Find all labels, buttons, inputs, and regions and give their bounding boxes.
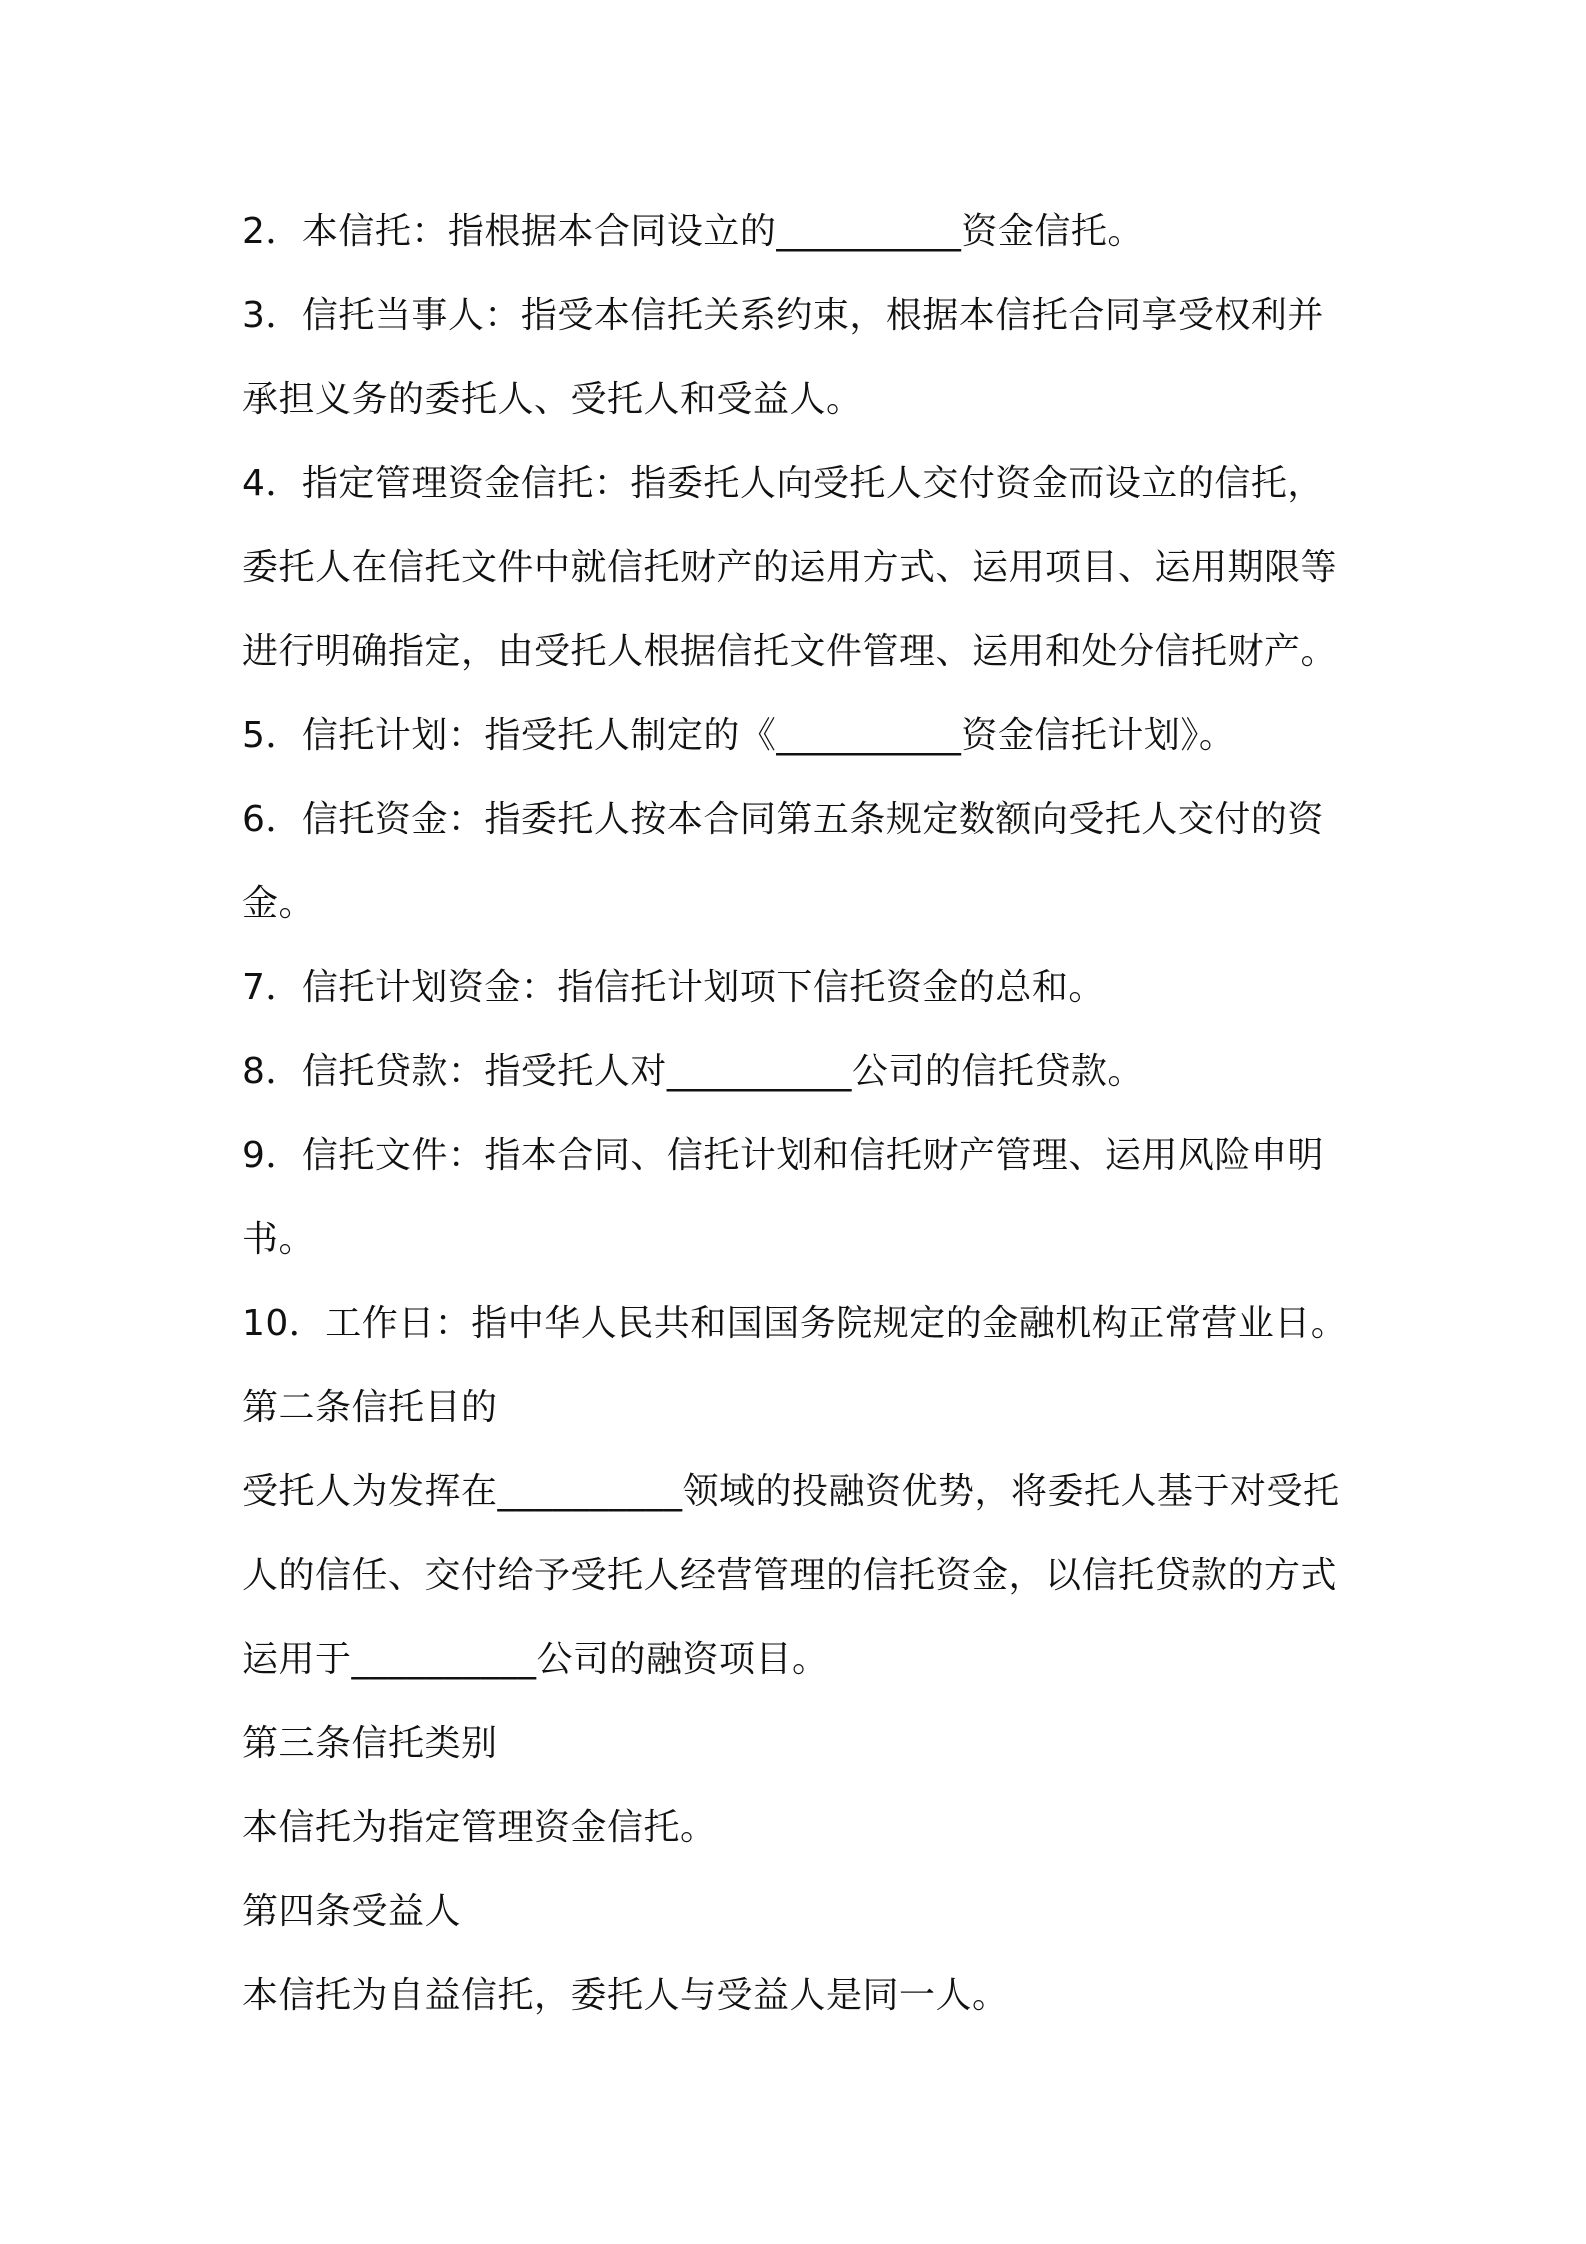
article-3-body: 本信托为指定管理资金信托。 <box>242 1807 717 1848</box>
clause-1-9-definition-trust-documents-line-2: 书。 <box>242 1219 316 1260</box>
clause-1-6-definition-trust-funds-line-2: 金。 <box>242 883 316 924</box>
clause-1-5-definition-trust-plan: 5．信托计划：指受托人制定的《__________资金信托计划》。 <box>242 715 1236 756</box>
article-2-body-line-1: 受托人为发挥在__________领域的投融资优势，将委托人基于对受托 <box>242 1471 1340 1512</box>
clause-1-4-definition-designated-trust-line-3: 进行明确指定，由受托人根据信托文件管理、运用和处分信托财产。 <box>242 631 1338 672</box>
article-3-heading: 第三条信托类别 <box>242 1723 498 1764</box>
article-2-body-line-2: 人的信任、交付给予受托人经营管理的信托资金，以信托贷款的方式 <box>242 1555 1338 1596</box>
clause-1-6-definition-trust-funds-line-1: 6．信托资金：指委托人按本合同第五条规定数额向受托人交付的资 <box>242 799 1324 840</box>
clause-1-4-definition-designated-trust-line-2: 委托人在信托文件中就信托财产的运用方式、运用项目、运用期限等 <box>242 547 1338 588</box>
clause-1-8-definition-trust-loan: 8．信托贷款：指受托人对__________公司的信托贷款。 <box>242 1051 1144 1092</box>
clause-1-3-definition-parties-line-1: 3．信托当事人：指受本信托关系约束，根据本信托合同享受权利并 <box>242 295 1324 336</box>
clause-1-2-definition-trust: 2．本信托：指根据本合同设立的__________资金信托。 <box>242 211 1144 252</box>
clause-1-3-definition-parties-line-2: 承担义务的委托人、受托人和受益人。 <box>242 379 863 420</box>
article-4-body: 本信托为自益信托，委托人与受益人是同一人。 <box>242 1975 1009 2016</box>
clause-1-9-definition-trust-documents-line-1: 9．信托文件：指本合同、信托计划和信托财产管理、运用风险申明 <box>242 1135 1324 1176</box>
article-2-body-line-3: 运用于__________公司的融资项目。 <box>242 1639 829 1680</box>
clause-1-10-definition-working-day: 10．工作日：指中华人民共和国国务院规定的金融机构正常营业日。 <box>242 1303 1348 1344</box>
clause-1-7-definition-plan-funds: 7．信托计划资金：指信托计划项下信托资金的总和。 <box>242 967 1105 1008</box>
article-4-heading: 第四条受益人 <box>242 1891 462 1932</box>
clause-1-4-definition-designated-trust-line-1: 4．指定管理资金信托：指委托人向受托人交付资金而设立的信托， <box>242 463 1324 504</box>
document-page <box>242 190 1362 2038</box>
article-2-heading: 第二条信托目的 <box>242 1387 498 1428</box>
